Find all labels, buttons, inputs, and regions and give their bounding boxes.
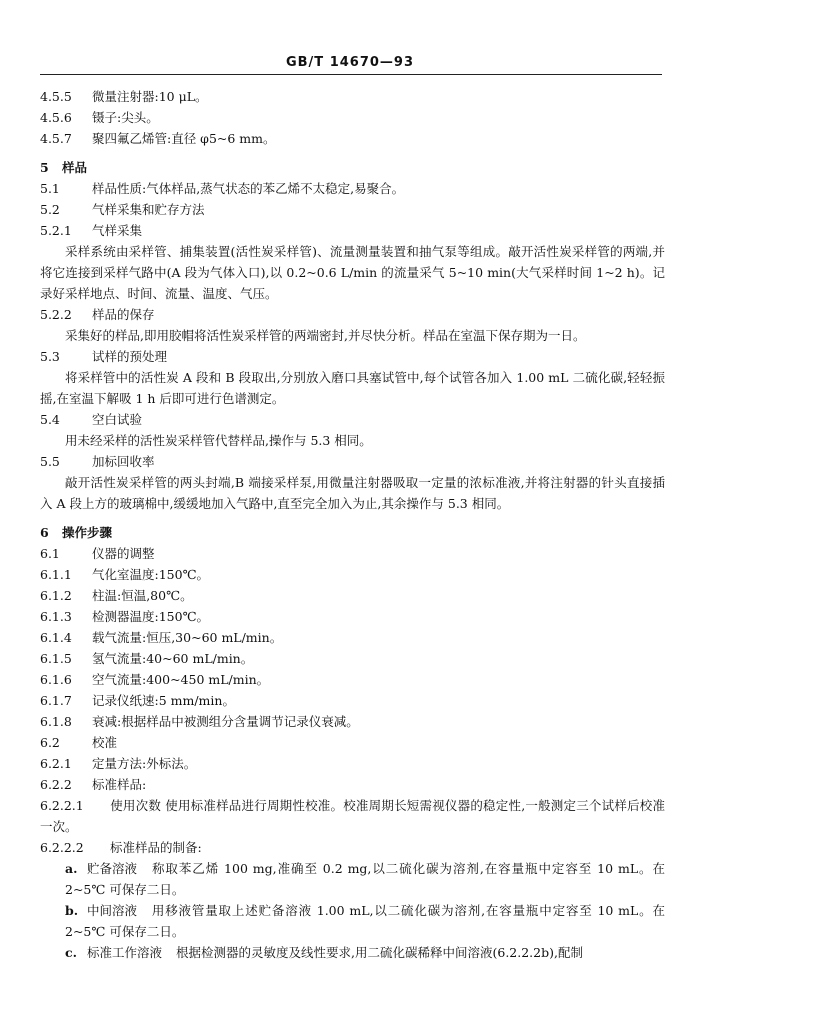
clause-6-1-6 <box>40 669 665 690</box>
item-text: 称取苯乙烯 100 mg,准确至 0.2 mg,以二硫化碳为溶剂,在容量瓶中定容至 10 mL。在 2~5℃ 可保存二日。 <box>65 861 665 897</box>
clause-text: 空白试验 <box>92 412 143 427</box>
paragraph-pretreatment: 将采样管中的活性炭 A 段和 B 段取出,分别放入磨口具塞试管中,每个试管各加入 1.00 mL 二硫化碳,轻轻振摇,在室温下解吸 1 h 后即可进行色谱测定。 <box>40 370 665 406</box>
clause-6-2-2 <box>40 774 665 795</box>
clause-6-2-2-2 <box>40 837 665 858</box>
clause-text: 镊子:尖头。 <box>92 110 159 125</box>
clause-text: 定量方法:外标法。 <box>92 756 197 771</box>
clause-number: 6.1.6 <box>40 672 72 687</box>
clause-number: 5.4 <box>40 412 60 427</box>
clause-text: 气化室温度:150℃。 <box>92 567 210 582</box>
clause-text: 空气流量:400~450 mL/min。 <box>92 672 270 687</box>
clause-6-2 <box>40 732 665 753</box>
clause-6-1-4 <box>40 627 665 648</box>
list-item-b <box>40 900 665 942</box>
clause-text: 加标回收率 <box>92 454 155 469</box>
item-term: 贮备溶液 <box>87 861 138 876</box>
clause-number: 4.5.7 <box>40 131 72 146</box>
item-text: 用移液管量取上述贮备溶液 1.00 mL,以二硫化碳为溶剂,在容量瓶中定容至 10 mL。在 2~5℃ 可保存二日。 <box>65 903 665 939</box>
document-body <box>40 86 665 963</box>
paragraph-blank-test: 用未经采样的活性炭采样管代替样品,操作与 5.3 相同。 <box>65 433 372 448</box>
item-marker: c. <box>65 945 77 960</box>
clause-text: 检测器温度:150℃。 <box>92 609 210 624</box>
clause-text: 气样采集 <box>92 223 143 238</box>
clause-text: 标准样品的制备: <box>110 840 202 855</box>
section-title: 样品 <box>62 160 88 175</box>
paragraph-sampling: 采样系统由采样管、捕集装置(活性炭采样管)、流量测量装置和抽气泵等组成。敲开活性炭采样管的两端,并将它连接到采样气路中(A 段为气体入口),以 0.2~0.6 L/min 的流量采气 5~10 min(大气采样时间 1~2 h)。记录好采样地点、时间、流量、温度、气压。 <box>40 244 665 301</box>
clause-number: 6.2 <box>40 735 60 750</box>
paragraph-recovery: 敲开活性炭采样管的两头封端,B 端接采样泵,用微量注射器吸取一定量的浓标准液,并将注射器的针头直接插入 A 段上方的玻璃棉中,缓缓地加入气路中,直至完全加入为止,其余操作与 5.3 相同。 <box>40 475 665 511</box>
item-term: 中间溶液 <box>87 903 138 918</box>
clause-4-5-6 <box>40 107 665 128</box>
clause-text: 记录仪纸速:5 mm/min。 <box>92 693 235 708</box>
section-number: 5 <box>40 160 49 175</box>
clause-text: 氢气流量:40~60 mL/min。 <box>92 651 254 666</box>
clause-5-3 <box>40 346 665 367</box>
clause-text: 柱温:恒温,80℃。 <box>92 588 193 603</box>
clause-text: 标准样品: <box>92 777 147 792</box>
clause-number: 6.1 <box>40 546 60 561</box>
clause-text: 样品的保存 <box>92 307 155 322</box>
clause-number: 5.2.1 <box>40 223 72 238</box>
clause-number: 6.2.2 <box>40 777 72 792</box>
section-5-heading <box>40 157 665 178</box>
clause-text: 使用次数 使用标准样品进行周期性校准。校准周期长短需视仪器的稳定性,一般测定三个试样后校准一次。 <box>40 798 665 834</box>
item-marker: b. <box>65 903 79 918</box>
clause-6-1-7 <box>40 690 665 711</box>
clause-number: 6.1.5 <box>40 651 72 666</box>
item-text: 根据检测器的灵敏度及线性要求,用二硫化碳稀释中间溶液(6.2.2.2b),配制 <box>176 945 583 960</box>
clause-6-2-1 <box>40 753 665 774</box>
clause-number: 4.5.5 <box>40 89 72 104</box>
clause-text: 微量注射器:10 μL。 <box>92 89 208 104</box>
clause-5-5 <box>40 451 665 472</box>
clause-5-2-1 <box>40 220 665 241</box>
clause-number: 6.1.4 <box>40 630 72 645</box>
clause-number: 6.1.2 <box>40 588 72 603</box>
clause-number: 6.2.2.1 <box>40 798 84 813</box>
clause-number: 5.3 <box>40 349 60 364</box>
clause-5-4 <box>40 409 665 430</box>
clause-text: 载气流量:恒压,30~60 mL/min。 <box>92 630 283 645</box>
page-header: GB/T 14670—93 <box>285 55 415 70</box>
clause-6-1-8 <box>40 711 665 732</box>
item-term: 标准工作溶液 <box>87 945 163 960</box>
clause-text: 衰减:根据样品中被测组分含量调节记录仪衰减。 <box>92 714 359 729</box>
clause-text: 试样的预处理 <box>92 349 168 364</box>
clause-4-5-5 <box>40 86 665 107</box>
clause-number: 6.2.2.2 <box>40 840 84 855</box>
clause-number: 6.1.3 <box>40 609 72 624</box>
section-6-heading <box>40 522 665 543</box>
header-rule <box>40 74 662 75</box>
clause-6-1-2 <box>40 585 665 606</box>
clause-5-2 <box>40 199 665 220</box>
clause-6-1-3 <box>40 606 665 627</box>
clause-text: 仪器的调整 <box>92 546 155 561</box>
clause-5-2-2 <box>40 304 665 325</box>
clause-number: 6.2.1 <box>40 756 72 771</box>
clause-6-2-2-1 <box>40 795 665 837</box>
clause-number: 4.5.6 <box>40 110 72 125</box>
clause-text: 聚四氟乙烯管:直径 φ5~6 mm。 <box>92 131 276 146</box>
clause-number: 6.1.1 <box>40 567 72 582</box>
paragraph-storage: 采集好的样品,即用胶帽将活性炭采样管的两端密封,并尽快分析。样品在室温下保存期为一日。 <box>65 328 586 343</box>
item-marker: a. <box>65 861 78 876</box>
clause-6-1-1 <box>40 564 665 585</box>
clause-number: 6.1.8 <box>40 714 72 729</box>
section-title: 操作步骤 <box>62 525 113 540</box>
list-item-c <box>40 942 665 963</box>
clause-6-1-5 <box>40 648 665 669</box>
clause-6-1 <box>40 543 665 564</box>
clause-number: 6.1.7 <box>40 693 72 708</box>
clause-number: 5.5 <box>40 454 60 469</box>
clause-text: 样品性质:气体样品,蒸气状态的苯乙烯不太稳定,易聚合。 <box>92 181 405 196</box>
clause-number: 5.1 <box>40 181 60 196</box>
clause-4-5-7 <box>40 128 665 149</box>
clause-text: 校准 <box>92 735 118 750</box>
clause-number: 5.2.2 <box>40 307 72 322</box>
clause-text: 气样采集和贮存方法 <box>92 202 205 217</box>
section-number: 6 <box>40 525 49 540</box>
clause-5-1 <box>40 178 665 199</box>
list-item-a <box>40 858 665 900</box>
clause-number: 5.2 <box>40 202 60 217</box>
